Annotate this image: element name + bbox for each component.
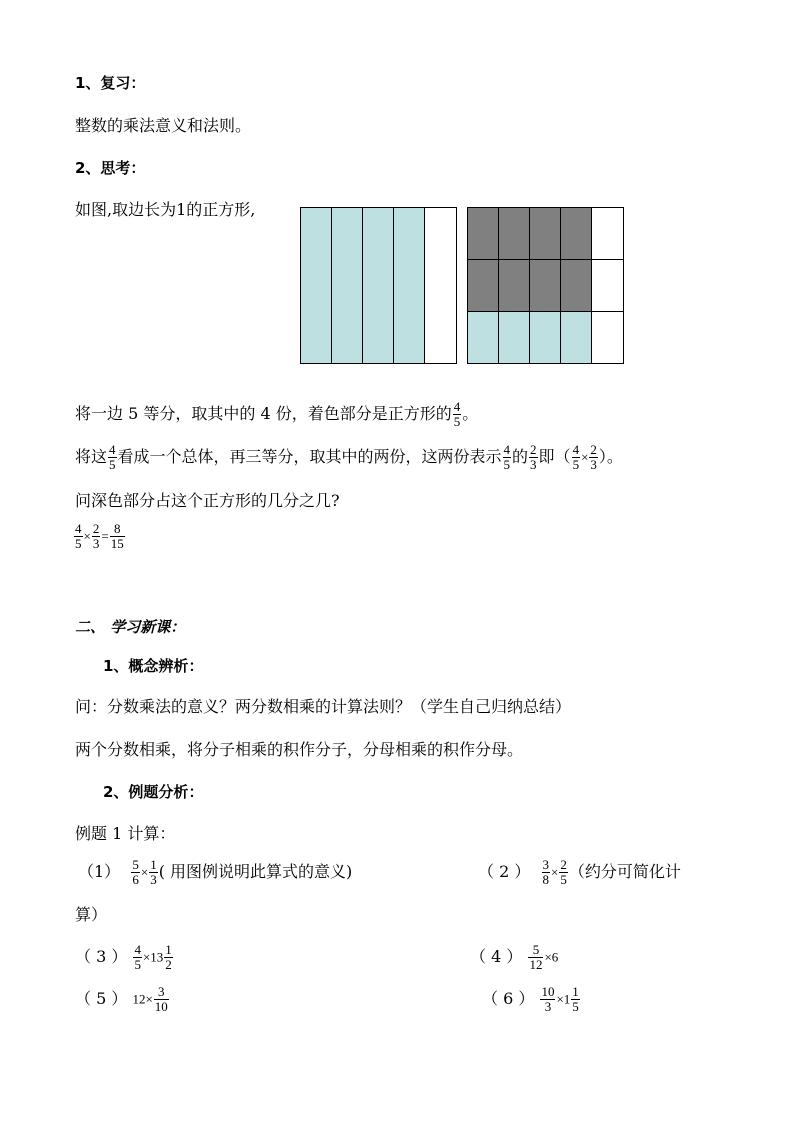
figure-left-col-1 <box>300 207 332 364</box>
figure-left-square <box>300 207 457 364</box>
figure-right-cell <box>591 259 624 312</box>
figure-left-col-3 <box>362 207 394 364</box>
denominator: 2 <box>165 957 172 972</box>
problem-2-note: （约分可简化计 <box>568 862 681 881</box>
denominator: 5 <box>503 457 511 472</box>
fraction-10-3 <box>540 985 555 1014</box>
problem-6-label: （ 6 ） <box>482 989 535 1008</box>
numerator: 4 <box>503 442 511 457</box>
figure-left-col-4 <box>393 207 425 364</box>
figure-right-cell <box>560 311 592 364</box>
numerator: 4 <box>453 399 461 414</box>
denominator: 3 <box>530 457 537 472</box>
numerator: 2 <box>92 521 100 536</box>
figure-right-cell <box>529 207 561 260</box>
times-sign: × <box>551 864 559 880</box>
fraction-8-15 <box>110 522 125 551</box>
numerator: 3 <box>154 985 169 1000</box>
mixed-whole: 13 <box>150 949 164 965</box>
fraction-4-5 <box>503 443 512 472</box>
denominator: 5 <box>453 414 461 429</box>
problem-5-label: （ 5 ） <box>75 989 128 1008</box>
numerator: 5 <box>132 857 139 872</box>
figure-right-cell <box>498 259 530 312</box>
fraction-2-3 <box>529 443 538 472</box>
denominator: 10 <box>154 999 168 1014</box>
concept-heading: 1、概念辨析： <box>103 657 204 675</box>
think-line2-e: ）。 <box>598 447 623 466</box>
figure-right-cell <box>467 311 499 364</box>
denominator: 3 <box>590 457 597 472</box>
problem-1-note: ( 用图例说明此算式的意义) <box>158 862 353 881</box>
numerator: 1 <box>572 984 579 999</box>
fraction-2-3 <box>589 443 598 472</box>
problem-2-label: （ 2 ） <box>478 862 531 881</box>
numerator: 3 <box>542 857 550 872</box>
fraction-2-5 <box>559 858 568 887</box>
figure-right-cell <box>498 207 530 260</box>
figure-right-cell <box>591 311 624 364</box>
denominator: 3 <box>92 536 100 551</box>
numerator: 4 <box>75 521 82 536</box>
times-sign: × <box>140 864 149 880</box>
denominator: 3 <box>544 999 552 1014</box>
denominator: 12 <box>529 957 543 972</box>
review-text: 整数的乘法意义和法则。 <box>75 116 252 135</box>
fraction-5-6 <box>131 858 140 887</box>
equals-sign: = <box>101 528 109 544</box>
problem-1-label: （1） <box>78 862 121 881</box>
figure-left-col-2 <box>331 207 363 364</box>
problem-4-label: （ 4 ） <box>470 947 523 966</box>
times-sign: × <box>581 449 589 465</box>
denominator: 5 <box>560 872 567 887</box>
denominator: 5 <box>75 536 82 551</box>
think-intro: 如图,取边长为1的正方形, <box>75 200 256 219</box>
fraction-4-5 <box>572 443 581 472</box>
times-sign: × <box>544 949 552 965</box>
integer: 12 <box>132 991 146 1007</box>
concept-question: 问：分数乘法的意义？两分数相乘的计算法则？（学生自己归纳总结） <box>75 697 572 716</box>
denominator: 3 <box>150 872 157 887</box>
problem-1 <box>78 858 352 887</box>
denominator: 5 <box>572 457 580 472</box>
figure-right-cell <box>467 207 499 260</box>
fraction-4-5 <box>453 400 462 429</box>
times-sign: × <box>83 528 91 544</box>
fraction-1-5 <box>571 985 580 1014</box>
think-line2-b: 看成一个总体，再三等分，取其中的两份，这两份表示 <box>117 447 502 466</box>
figure-right-cell <box>529 311 561 364</box>
concept-rule: 两个分数相乘，将分子相乘的积作分子，分母相乘的积作分母。 <box>75 740 524 759</box>
fraction-1-3 <box>149 858 158 887</box>
problem-2-continued: 算） <box>75 905 108 924</box>
think-line2-d: 即（ <box>538 447 571 466</box>
times-sign: × <box>145 991 153 1007</box>
numerator: 5 <box>528 943 543 958</box>
fraction-4-5 <box>74 522 83 551</box>
think-heading: 2、思考： <box>75 159 146 177</box>
denominator: 5 <box>134 957 141 972</box>
denominator: 5 <box>109 457 116 472</box>
denominator: 8 <box>542 872 550 887</box>
think-line1-end: 。 <box>462 404 479 423</box>
fraction-2-3 <box>92 522 101 551</box>
numerator: 1 <box>165 942 172 957</box>
numerator: 2 <box>530 442 537 457</box>
numerator: 2 <box>560 857 567 872</box>
think-line1 <box>75 400 478 429</box>
numerator: 1 <box>150 857 157 872</box>
example-heading: 2、例题分析： <box>103 783 204 801</box>
figure-right-cell <box>498 311 530 364</box>
figure-right-cell <box>560 207 592 260</box>
think-line2-a: 将这 <box>75 447 108 466</box>
integer: 6 <box>551 949 559 965</box>
denominator: 5 <box>572 999 579 1014</box>
fraction-1-2 <box>164 943 173 972</box>
times-sign: × <box>142 949 151 965</box>
figure-left-col-5 <box>424 207 457 364</box>
figure-right-cell <box>467 259 499 312</box>
problem-2 <box>478 858 681 887</box>
figure-right-cell <box>591 207 624 260</box>
fraction-3-8 <box>542 858 551 887</box>
problem-3-label: （ 3 ） <box>75 947 128 966</box>
numerator: 4 <box>109 442 116 457</box>
review-heading: 1、复习： <box>75 74 146 92</box>
example-title: 例题 1 计算： <box>75 824 176 843</box>
equation <box>73 522 126 551</box>
problem-6 <box>482 985 581 1014</box>
think-line1-text: 将一边 5 等分，取其中的 4 份，着色部分是正方形的 <box>75 404 452 423</box>
figure-right-cell <box>529 259 561 312</box>
think-line2-c: 的 <box>512 447 529 466</box>
numerator: 4 <box>572 442 580 457</box>
denominator: 15 <box>110 536 124 551</box>
problem-3 <box>75 943 174 972</box>
denominator: 6 <box>132 872 139 887</box>
numerator: 4 <box>134 942 141 957</box>
numerator: 10 <box>541 984 555 999</box>
fraction-5-12 <box>528 943 543 972</box>
times-sign: × <box>556 991 564 1007</box>
problem-5 <box>75 985 170 1014</box>
numerator: 8 <box>110 522 125 537</box>
fraction-4-5 <box>108 443 117 472</box>
problem-4 <box>470 943 558 972</box>
think-line2 <box>75 443 623 472</box>
numerator: 2 <box>590 442 597 457</box>
fraction-3-10 <box>154 985 169 1014</box>
fraction-4-5 <box>133 943 142 972</box>
section2-heading: 二、 学习新课： <box>75 618 186 636</box>
figure-right-square <box>467 207 624 364</box>
think-question: 问深色部分占这个正方形的几分之几? <box>75 491 340 510</box>
figure-right-cell <box>560 259 592 312</box>
mixed-whole: 1 <box>563 991 571 1007</box>
